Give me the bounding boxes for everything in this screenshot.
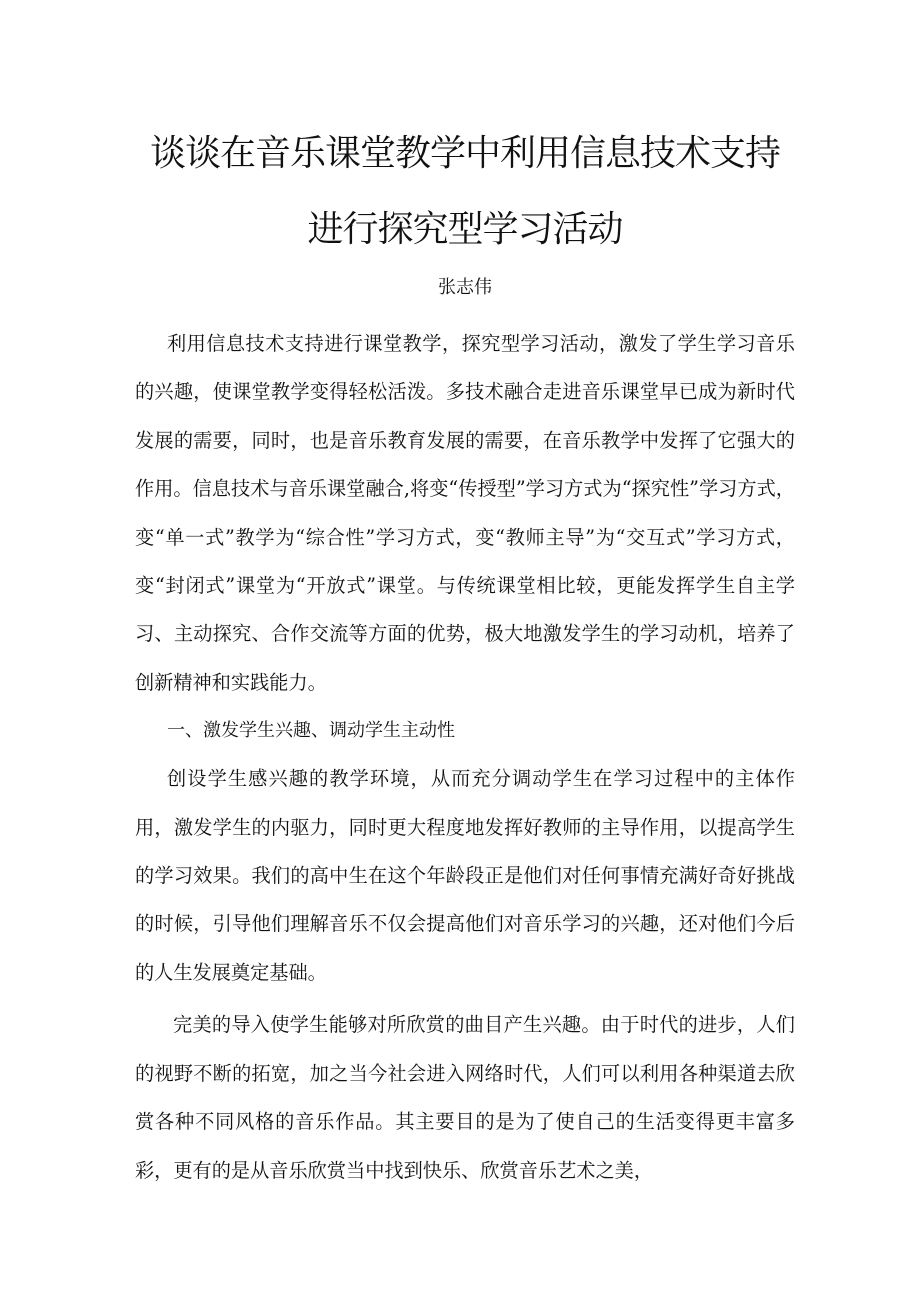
document-title-line-1: 谈谈在音乐课堂教学中利用信息技术支持 [149,133,780,174]
author-name: 张志伟 [438,277,492,298]
document-title-line-2: 进行探究型学习活动 [307,209,623,250]
paragraph-body-1: 创设学生感兴趣的教学环境，从而充分调动学生在学习过程中的主体作用，激发学生的内驱力，同时更大程度地发挥好教师的主导作用，以提高学生的学习效果。我们的高中生在这个年龄段正是他们对任何事情充满好奇好挑战的时候，引导他们理解音乐不仅会提高他们对音乐学习的兴趣，还对他们今后的人生发展奠定基础。 [135,767,795,984]
paragraph-body-2: 完美的导入使学生能够对所欣赏的曲目产生兴趣。由于时代的进步，人们的视野不断的拓宽，加之当今社会进入网络时代，人们可以利用各种渠道去欣赏各种不同风格的音乐作品。其主要目的是为了使自己的生活变得更丰富多彩，更有的是从音乐欣赏当中找到快乐、欣赏音乐艺术之美， [135,1013,795,1182]
section-heading: 一、激发学生兴趣、调动学生主动性 [167,720,455,742]
paragraph-intro: 利用信息技术支持进行课堂教学，探究型学习活动，激发了学生学习音乐的兴趣，使课堂教学变得轻松活泼。多技术融合走进音乐课堂早已成为新时代发展的需要，同时，也是音乐教育发展的需要，在音乐教学中发挥了它强大的作用。信息技术与音乐课堂融合,将变“传授型”学习方式为“探究性”学习方式，变“单一式”教学为“综合性”学习方式，变“教师主导”为“交互式”学习方式，变“封闭式”课堂为“开放式”课堂。与传统课堂相比较，更能发挥学生自主学习、主动探究、合作交流等方面的优势，极大地激发学生的学习动机，培养了创新精神和实践能力。 [135,332,795,694]
